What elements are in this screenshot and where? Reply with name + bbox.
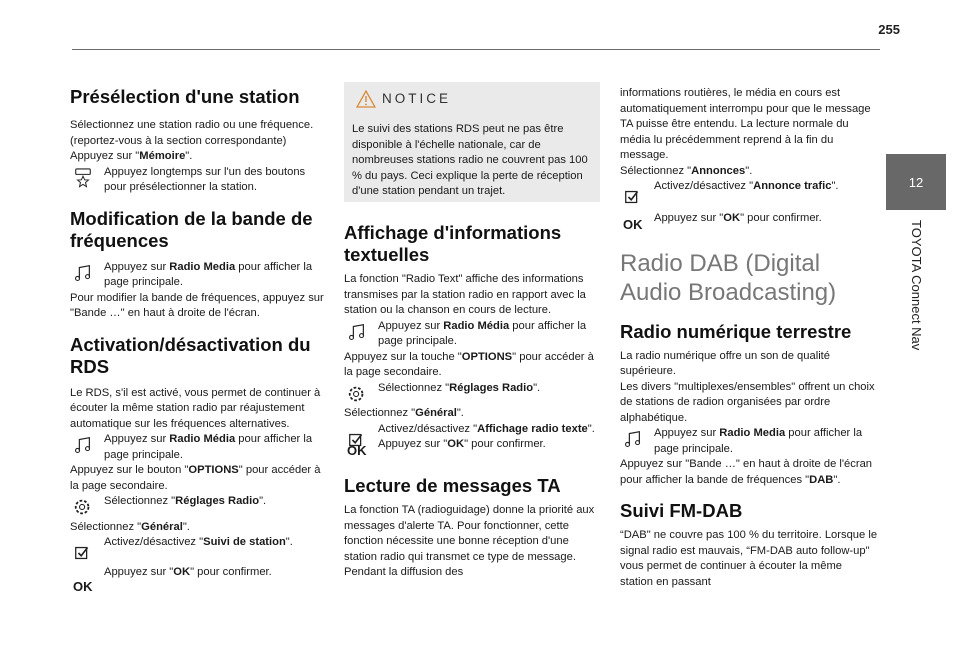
paragraph: Appuyez sur le bouton "OPTIONS" pour accéder à la page secondaire.: [70, 464, 321, 492]
paragraph: La radio numérique offre un son de qualité supérieure.: [620, 349, 831, 377]
heading-ta: Lecture de messages TA: [344, 475, 561, 496]
paragraph: Sélectionnez "Général".: [70, 520, 190, 533]
paragraph: Appuyez sur "Mémoire".: [70, 150, 193, 162]
heading-terrestre: Radio numérique terrestre: [620, 320, 852, 342]
step-settings: Sélectionnez "Réglages Radio".: [70, 494, 328, 510]
paragraph: Les divers "multiplexes/ensembles" offrent un choix de stations de radion organisées par ordre alphabétique.: [620, 380, 875, 424]
page-number: 255: [878, 22, 900, 37]
heading-dab: Radio DAB (Digital Audio Broadcasting): [620, 249, 837, 306]
music-note-icon: [72, 435, 94, 455]
music-note-icon: [72, 263, 94, 283]
step-traffic: Activez/désactivez "Annonce trafic".: [620, 179, 878, 195]
heading-band: Modification de la bande de fréquences: [70, 207, 313, 251]
music-note-icon: [622, 429, 644, 449]
step-band: Appuyez sur Radio Media pour afficher la page principale.: [70, 260, 328, 291]
heading-fm-dab: Suivi FM-DAB: [620, 500, 743, 521]
paragraph: Sélectionnez "Annonces".: [620, 164, 753, 177]
step-dab-radio-media: Appuyez sur Radio Media pour afficher la page principale.: [620, 426, 878, 457]
paragraph: La fonction "Radio Text" affiche des informations transmises par la station radio en rapport avec la station ou la chanson en cours de lecture.: [344, 273, 586, 316]
header-rule: [72, 49, 880, 50]
notice-box: [344, 82, 600, 202]
paragraph: Appuyez sur "Bande …" en haut à droite de l'écran pour afficher la bande de fréquences "DAB".: [620, 458, 873, 486]
paragraph: Appuyez sur la touche "OPTIONS" pour accéder à la page secondaire.: [344, 350, 594, 378]
step-settings: Sélectionnez "Réglages Radio".: [344, 381, 602, 397]
chapter-title: TOYOTA Connect Nav: [909, 220, 924, 351]
warning-triangle-icon: [356, 90, 376, 108]
column-1: [70, 86, 328, 595]
ok-icon: OK: [347, 443, 367, 458]
heading-rds: Activation/désactivation du RDS: [70, 333, 311, 377]
paragraph: Sélectionnez "Général".: [344, 407, 464, 419]
paragraph: Le RDS, s'il est activé, vous permet de continuer à écouter la même station radio par réajustement automatique sur les fréquences alternatives.: [70, 386, 321, 430]
checkbox-icon: [72, 543, 94, 563]
chapter-title-vertical: [886, 220, 946, 440]
paragraph: “DAB" ne couvre pas 100 % du territoire. Lorsque le signal radio est mauvais, “FM-DAB auto follow-up" vous permet de continuer à écouter la même station en passant: [620, 529, 878, 588]
paragraph: Sélectionnez une station radio ou une fréquence. (reportez-vous à la section correspondante): [70, 119, 314, 147]
column-3: [620, 86, 878, 590]
step-longpress: Appuyez longtemps sur l'un des boutons pour présélectionner la station.: [70, 165, 328, 196]
ok-icon: OK: [73, 578, 93, 594]
notice-body: Le suivi des stations RDS peut ne pas être disponible à l'échelle nationale, car de nombreuses stations radio ne couvrent pas 100 % du pays. Ceci explique la perte de réception d'une station pendant un trajet.: [352, 123, 588, 197]
heading-text-info: Affichage d'informations textuelles: [344, 222, 562, 265]
step-text-display: Activez/désactivez "Affichage radio texte".: [344, 422, 602, 438]
step-text-radio-media: Appuyez sur Radio Média pour afficher la page principale.: [344, 319, 602, 350]
step-ok: OK Appuyez sur "OK" pour confirmer.: [347, 438, 546, 458]
step-rds-radio-media: Appuyez sur Radio Média pour afficher la page principale.: [70, 432, 328, 463]
chapter-number: 12: [908, 174, 924, 190]
gear-icon: [346, 384, 368, 404]
ok-icon: OK: [623, 216, 643, 232]
paragraph: informations routières, le média en cours est automatiquement interrompu pour que le message TA puisse être entendu. La lecture normale du média lu précédemment reprend à la fin du message.: [620, 87, 871, 161]
star-button-icon: [72, 168, 94, 188]
paragraph: Pour modifier la bande de fréquences, appuyez sur "Bande …" en haut à droite de l'écran.: [70, 291, 324, 319]
step-follow: Activez/désactivez "Suivi de station".: [70, 535, 328, 551]
step-ok: OK Appuyez sur "OK" pour confirmer.: [623, 211, 822, 232]
heading-preselection: Présélection d'une station: [70, 86, 300, 107]
music-note-icon: [346, 322, 368, 342]
paragraph: La fonction TA (radioguidage) donne la priorité aux messages d'alerte TA. Pour fonctionner, cette fonction nécessite une bonne réception d'une station radio qui transmet ce type de message. Pendant la diffusion des: [344, 504, 595, 578]
checkbox-icon: [622, 187, 644, 207]
step-ok: OK Appuyez sur "OK" pour confirmer.: [73, 565, 272, 594]
chapter-tab: [886, 154, 946, 210]
notice-title: NOTICE: [382, 91, 452, 106]
column-2: [344, 222, 602, 581]
gear-icon: [72, 497, 94, 517]
